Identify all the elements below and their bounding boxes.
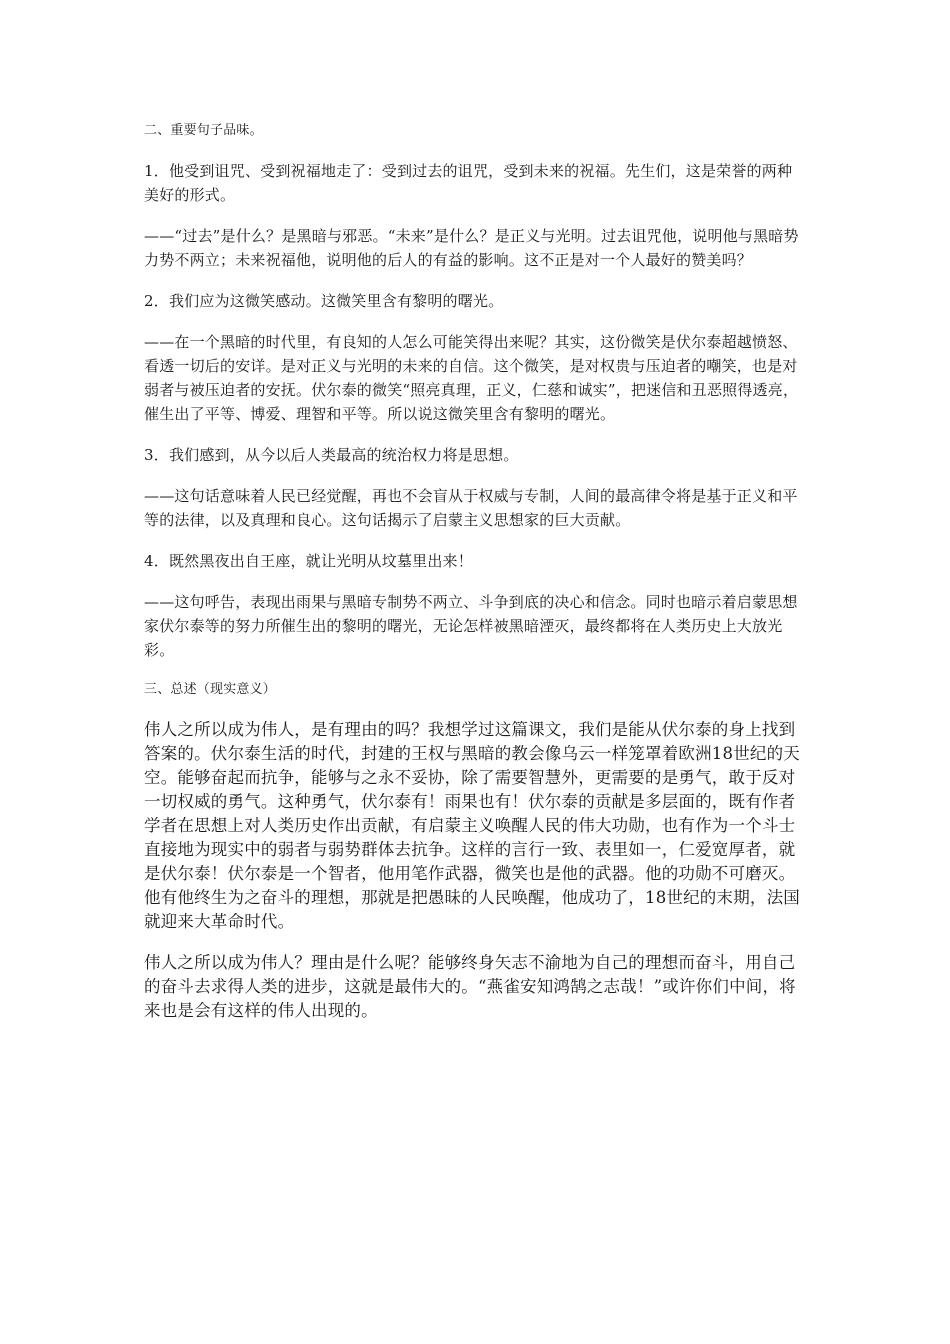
sentence-1-analysis: ——“过去”是什么？是黑暗与邪恶。“未来”是什么？是正义与光明。过去诅咒他，说明他与黑暗势力势不两立；未来祝福他，说明他的后人的有益的影响。这不正是对一个人最好的赞美吗？ [144, 227, 799, 269]
sentence-4: 4．既然黑夜出自王座，就让光明从坟墓里出来！ [144, 552, 473, 570]
sentence-4-analysis: ——这句呼告，表现出雨果与黑暗专制势不两立、斗争到底的决心和信念。同时也暗示着启蒙思想家伏尔泰等的努力所催生出的黎明的曙光，无论怎样被黑暗湮灭，最终都将在人类历史上大放光彩。 [144, 593, 798, 659]
section-heading-summary: 三、总述（现实意义） [144, 682, 277, 697]
sentence-2-analysis: ——在一个黑暗的时代里，有良知的人怎么可能笑得出来呢？其实，这份微笑是伏尔泰超越愤怒、看透一切后的安详。是对正义与光明的未来的自信。这个微笑，是对权贵与压迫者的嘲笑，也是对弱者与被压迫者的安抚。伏尔泰的微笑“照亮真理，正义，仁慈和诚实”，把迷信和丑恶照得透亮，催生出了平等、博爱、理智和平等。所以说这微笑里含有黎明的曙光。 [144, 333, 799, 423]
document-page [144, 120, 806, 1040]
sentence-1: 1．他受到诅咒、受到祝福地走了：受到过去的诅咒，受到未来的祝福。先生们，这是荣誉的两种美好的形式。 [144, 162, 793, 204]
summary-paragraph-1: 伟人之所以成为伟人，是有理由的吗？我想学过这篇课文，我们是能从伏尔泰的身上找到答案的。伏尔泰生活的时代，封建的王权与黑暗的教会像乌云一样笼罩着欧洲18世纪的天空。能够奋起而抗争，能够与之永不妥协，除了需要智慧外，更需要的是勇气，敢于反对一切权威的勇气。这种勇气，伏尔泰有！雨果也有！伏尔泰的贡献是多层面的，既有作者学者在思想上对人类历史作出贡献，有启蒙主义唤醒人民的伟大功勋，也有作为一个斗士直接地为现实中的弱者与弱势群体去抗争。这样的言行一致、表里如一，仁爱宽厚者，就是伏尔泰！伏尔泰是一个智者，他用笔作武器，微笑也是他的武器。他的功勋不可磨灭。他有他终生为之奋斗的理想，那就是把愚昧的人民唤醒，他成功了，18世纪的末期，法国就迎来大革命时代。 [144, 720, 800, 931]
summary-paragraph-2: 伟人之所以成为伟人？理由是什么呢？能够终身矢志不渝地为自己的理想而奋斗，用自己的奋斗去求得人类的进步，这就是最伟大的。“燕雀安知鸿鹄之志哉！”或许你们中间，将来也是会有这样的伟人出现的。 [144, 953, 796, 1020]
sentence-2: 2．我们应为这微笑感动。这微笑里含有黎明的曙光。 [144, 292, 504, 310]
sentence-3-analysis: ——这句话意味着人民已经觉醒，再也不会盲从于权威与专制，人间的最高律令将是基于正义和平等的法律，以及真理和良心。这句话揭示了启蒙主义思想家的巨大贡献。 [144, 487, 798, 529]
sentence-3: 3．我们感到，从今以后人类最高的统治权力将是思想。 [144, 446, 519, 464]
section-heading-important-sentences: 二、重要句子品味。 [144, 123, 263, 138]
